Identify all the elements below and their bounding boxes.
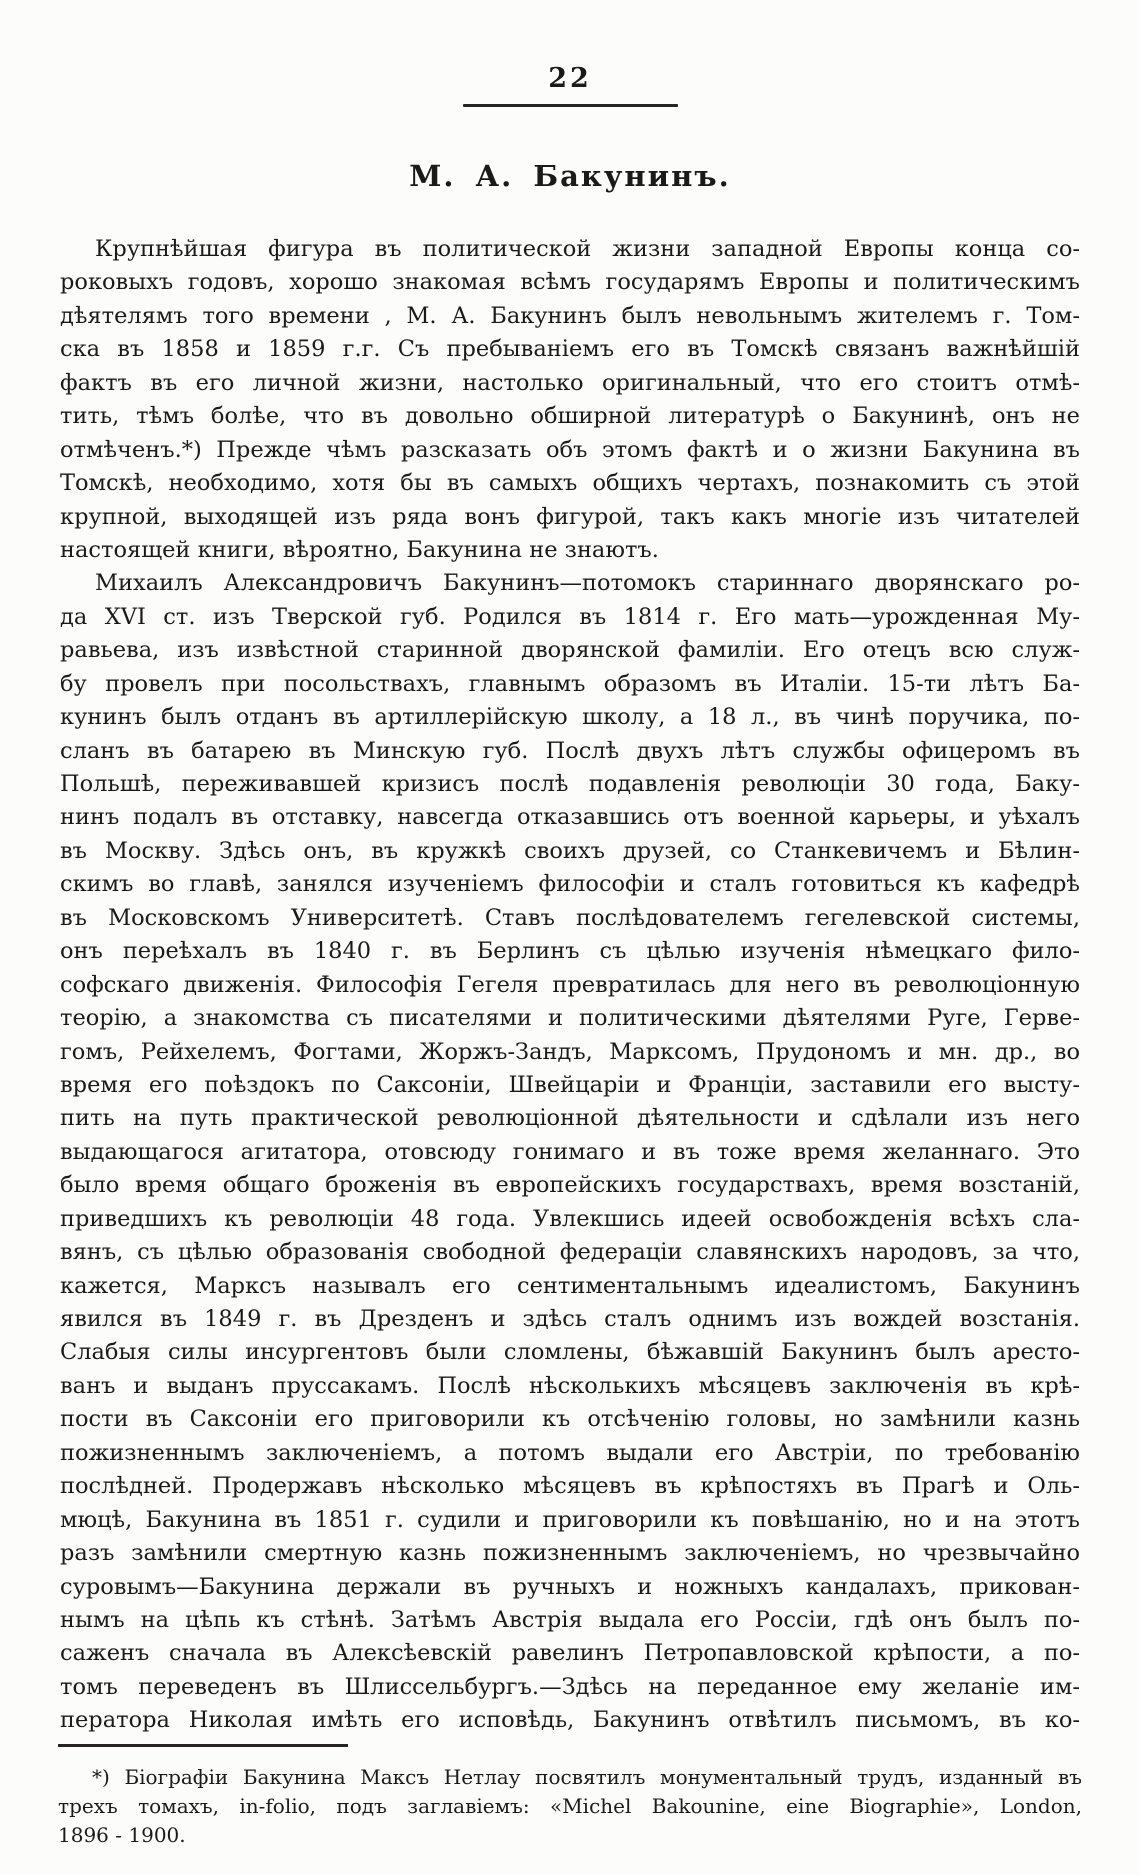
text-line: время его поѣздокъ по Саксоніи, Швейцаріи и Франціи, заставили его высту- [60, 1071, 1080, 1098]
text-line: разъ замѣнили смертную казнь пожизненнымъ заключеніемъ, но чрезвычайно [60, 1540, 1080, 1567]
text-line: суровымъ—Бакунина держали въ ручныхъ и ножныхъ кандалахъ, прикован- [60, 1573, 1080, 1600]
text-line: онъ переѣхалъ въ 1840 г. въ Берлинъ съ цѣлью изученія нѣмецкаго фило- [60, 938, 1080, 965]
footnote-separator-rule [58, 1744, 348, 1747]
text-line: выдающагося агитатора, отовсюду гонимаго и въ тоже время желаннаго. Это [60, 1138, 1080, 1165]
article-body [60, 233, 1080, 1738]
text-line: Томскѣ, необходимо, хотя бы въ самыхъ общихъ чертахъ, познакомить съ этой [60, 470, 1080, 497]
text-line: настоящей книги, вѣроятно, Бакунина не знаютъ. [60, 536, 659, 563]
footnote [58, 1763, 1082, 1850]
text-line: ванъ и выданъ пруссакамъ. Послѣ нѣсколькихъ мѣсяцевъ заключенія въ крѣ- [60, 1372, 1080, 1399]
text-line: Крупнѣйшая фигура въ политической жизни западной Европы конца со- [95, 236, 1080, 262]
text-line: нинъ подалъ въ отставку, навсегда отказавшись отъ военной карьеры, и уѣхалъ [60, 804, 1080, 831]
text-line: софскаго движенія. Философія Гегеля превратилась для него въ революціонную [60, 971, 1080, 998]
text-line: нымъ на цѣпь къ стѣнѣ. Затѣмъ Австрія выдала его Россіи, гдѣ онъ былъ по- [60, 1606, 1080, 1633]
text-line: да XVI ст. изъ Тверской губ. Родился въ 1814 г. Его мать—урожденная Му- [60, 603, 1080, 630]
text-line: было время общаго броженія въ европейскихъ государствахъ, время возстаній, [60, 1172, 1080, 1199]
text-line: Михаилъ Александровичъ Бакунинъ—потомокъ стариннаго дворянскаго ро- [95, 570, 1080, 597]
text-line: роковыхъ годовъ, хорошо знакомая всѣмъ государямъ Европы и политическимъ [60, 269, 1080, 296]
text-line: тить, тѣмъ болѣе, что въ довольно обширной литературѣ о Бакунинѣ, онъ не [60, 403, 1080, 430]
text-line: послѣдней. Продержавъ нѣсколько мѣсяцевъ въ крѣпостяхъ въ Прагѣ и Оль- [60, 1473, 1080, 1500]
text-line: скимъ во главѣ, занялся изученіемъ философіи и сталъ готовиться къ кафедрѣ [60, 871, 1080, 898]
text-line: теорію, а знакомства съ писателями и политическими дѣятелями Руге, Герве- [60, 1005, 1080, 1032]
text-line: въ Москву. Здѣсь онъ, въ кружкѣ своихъ друзей, со Станкевичемъ и Бѣлин- [60, 837, 1080, 864]
text-line: Польшѣ, переживавшей кризисъ послѣ подавленія революціи 30 года, Баку- [60, 771, 1080, 797]
text-line: сланъ въ батарею въ Минскую губ. Послѣ двухъ лѣтъ службы офицеромъ въ [60, 737, 1080, 764]
footnote-line: 1896 - 1900. [58, 1822, 186, 1847]
text-line: фактъ въ его личной жизни, настолько оригинальный, что его стоитъ отмѣ- [60, 369, 1080, 396]
text-line: ператора Николая имѣть его исповѣдь, Бакунинъ отвѣтилъ письмомъ, въ ко- [60, 1707, 1080, 1734]
paragraph [60, 233, 1080, 567]
text-line: ска въ 1858 и 1859 г.г. Съ пребываніемъ его въ Томскѣ связанъ важнѣйшій [60, 336, 1080, 363]
text-line: бу провелъ при посольствахъ, главнымъ образомъ въ Италіи. 15-ти лѣтъ Ба- [60, 670, 1080, 697]
text-line: пить на путь практической революціонной дѣятельности и сдѣлали изъ него [60, 1105, 1080, 1132]
footnote-line: трехъ томахъ, in-folio, подъ заглавіемъ: «Michel Bakounine, eine Biographie», London, [58, 1793, 1082, 1818]
article-title: М. А. Бакунинъ. [409, 159, 731, 193]
text-line: крупной, выходящей изъ ряда вонъ фигурой, такъ какъ многіе изъ читателей [60, 503, 1080, 530]
text-line: томъ переведенъ въ Шлиссельбургъ.—Здѣсь на переданное ему желаніе им- [60, 1673, 1080, 1700]
footnote-line: *) Біографіи Бакунина Максъ Нетлау посвятилъ монументальный трудъ, изданный въ [92, 1764, 1082, 1789]
text-line: отмѣченъ.*) Прежде чѣмъ разсказать объ этомъ фактѣ и о жизни Бакунина въ [60, 436, 1080, 463]
text-line: кунинъ былъ отданъ въ артиллерійскую школу, а 18 л., въ чинѣ поручика, по- [60, 704, 1080, 731]
text-line: саженъ сначала въ Алексѣевскій равелинъ Петропавловской крѣпости, а по- [60, 1640, 1080, 1667]
text-line: мюцѣ, Бакунина въ 1851 г. судили и приговорили къ повѣшанію, но и на этотъ [60, 1506, 1080, 1533]
page-number: 22 [548, 63, 592, 94]
text-line: Слабыя силы инсургентовъ были сломлены, бѣжавшій Бакунинъ былъ аресто- [60, 1339, 1080, 1366]
text-line: въ Московскомъ Университетѣ. Ставъ послѣдователемъ гегелевской системы, [60, 904, 1080, 931]
text-line: кажется, Марксъ называлъ его сентиментальнымъ идеалистомъ, Бакунинъ [60, 1272, 1080, 1299]
text-line: приведшихъ къ революціи 48 года. Увлекшись идеей освобожденія всѣхъ сла- [60, 1205, 1080, 1232]
text-line: вянъ, съ цѣлью образованія свободной федераціи славянскихъ народовъ, за что, [60, 1239, 1080, 1266]
page-number-rule [463, 104, 678, 107]
text-line: пости въ Саксоніи его приговорили къ отсѣченію головы, но замѣнили казнь [60, 1406, 1080, 1433]
text-line: равьева, изъ извѣстной старинной дворянской фамиліи. Его отецъ всю служ- [60, 637, 1080, 664]
text-line: гомъ, Рейхелемъ, Фогтами, Жоржъ-Зандъ, Марксомъ, Прудономъ и мн. др., во [60, 1038, 1080, 1065]
text-line: дѣятелямъ того времени , М. А. Бакунинъ былъ невольнымъ жителемъ г. Том- [60, 302, 1080, 329]
text-line: явился въ 1849 г. въ Дрезденъ и здѣсь сталъ однимъ изъ вождей возстанія. [60, 1306, 1080, 1332]
paragraph [60, 567, 1080, 1737]
text-line: пожизненнымъ заключеніемъ, а потомъ выдали его Австріи, по требованію [60, 1439, 1080, 1466]
